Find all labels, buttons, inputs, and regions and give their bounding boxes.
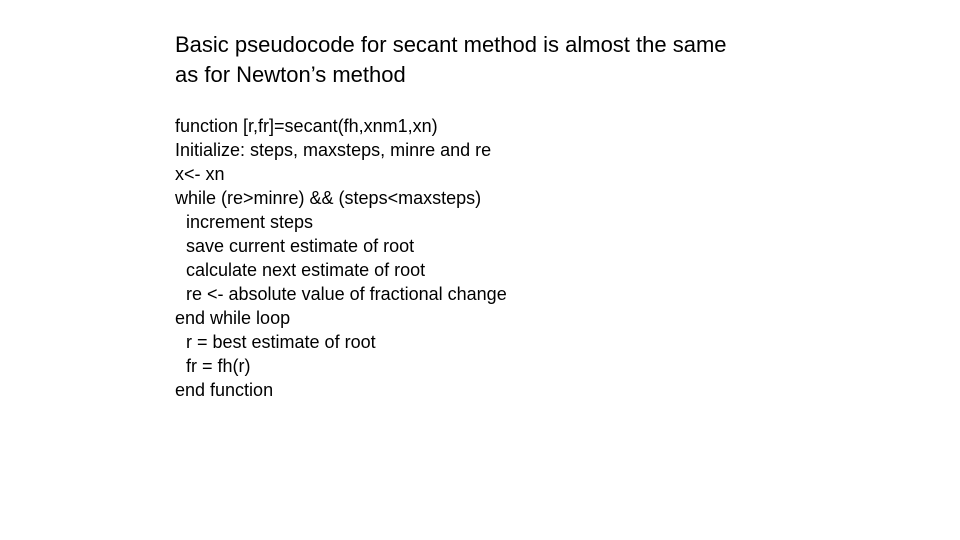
slide-title [175, 30, 875, 90]
pseudocode-line: x<- xn [175, 164, 225, 184]
pseudocode-line: Initialize: steps, maxsteps, minre and re [175, 140, 492, 160]
pseudocode-line: end function [175, 380, 274, 400]
pseudocode-line: save current estimate of root [186, 236, 415, 256]
pseudocode-line: function [r,fr]=secant(fh,xnm1,xn) [175, 116, 438, 136]
pseudocode-line: calculate next estimate of root [186, 260, 426, 280]
pseudocode-block [175, 114, 775, 402]
pseudocode-line: end while loop [175, 308, 291, 328]
slide-title-line-2: as for Newton’s method [175, 62, 406, 87]
pseudocode-line: re <- absolute value of fractional change [186, 284, 507, 304]
pseudocode-line: r = best estimate of root [186, 332, 376, 352]
slide-title-line-1: Basic pseudocode for secant method is almost the same [175, 32, 727, 57]
pseudocode-line: increment steps [186, 212, 314, 232]
pseudocode-line: while (re>minre) && (steps<maxsteps) [175, 188, 482, 208]
pseudocode-line: fr = fh(r) [186, 356, 251, 376]
